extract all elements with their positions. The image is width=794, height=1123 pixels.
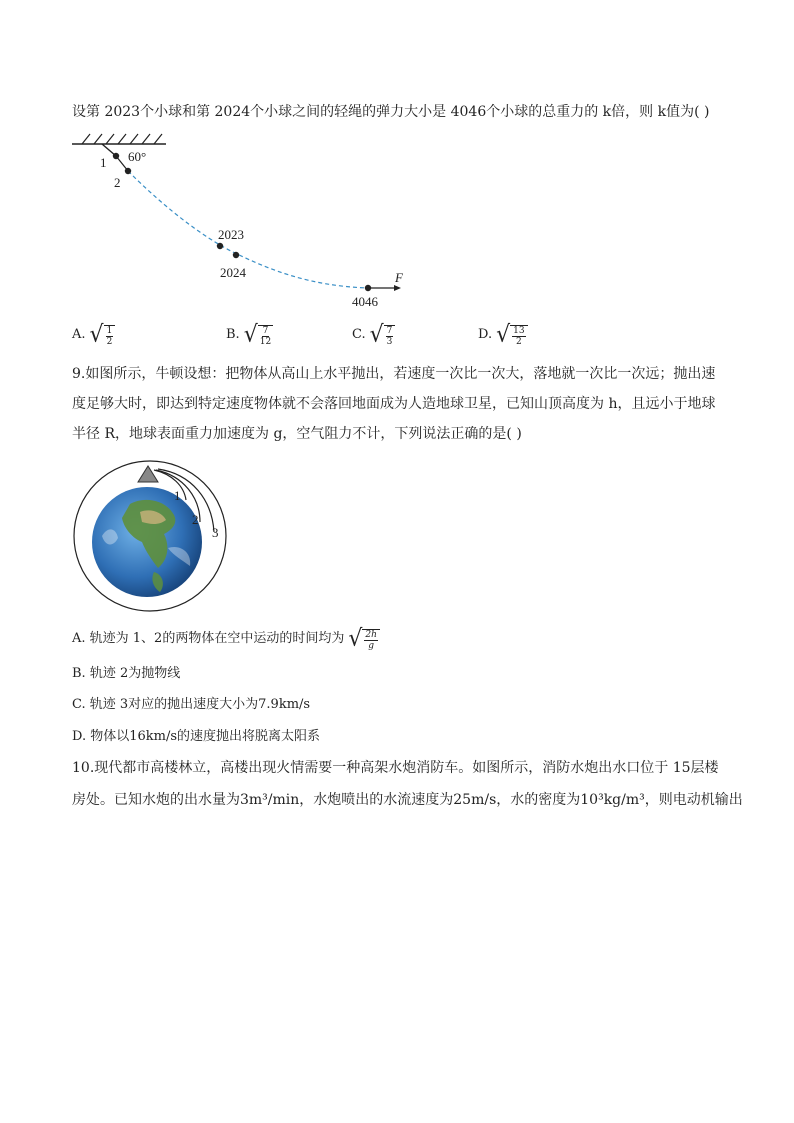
label-1: 1 [100,155,107,170]
q9-option-b[interactable]: B. 轨迹 2为抛物线 [72,666,181,681]
q10-line-2: 房处。已知水炮的出水量为3m³/min，水炮喷出的水流速度为25m/s，水的密度为10³kg/m³，则电动机输出 [72,792,743,808]
ball-2024 [233,252,239,258]
q10-line-1: 10.现代都市高楼林立，高楼出现火情需要一种高架水炮消防车。如图所示，消防水炮出水口位于 15层楼 [72,760,719,776]
q9-option-c[interactable]: C. 轨迹 3对应的抛出速度大小为7.9km/s [72,697,311,712]
ball-2 [125,168,131,174]
q9-option-a[interactable]: A. 轨迹为 1、2的两物体在空中运动的时间均为 √ $\frac{2h}{g}$ [72,626,380,652]
q8-option-a[interactable]: A. √ $\frac{1}{2}$ [72,322,115,348]
ball-2023 [217,243,223,249]
q8-stem: 设第 2023个小球和第 2024个小球之间的轻绳的弹力大小是 4046个小球的总重力的 k倍，则 k值为( ) [72,104,710,120]
q9-line-2: 度足够大时，即达到特定速度物体就不会落回地面成为人造地球卫星，已知山顶高度为 h，且远小于地球 [72,396,716,412]
angle-label: 60° [128,149,147,164]
label-2024: 2024 [220,265,246,280]
q9-option-d[interactable]: D. 物体以16km/s的速度抛出将脱离太阳系 [72,729,321,744]
q8-option-b[interactable]: B. √ $\frac{7}{12}$ [226,321,272,348]
trajectory-label-1: 1 [174,488,181,503]
q8-option-c[interactable]: C. √ $\frac{7}{3}$ [352,322,395,348]
newton-cannon-figure [72,456,242,616]
force-label: F [395,270,403,285]
label-2023: 2023 [218,227,244,242]
chain-figure [70,128,410,313]
q8-option-d[interactable]: D. √ $\frac{13}{2}$ [478,322,528,348]
ball-1 [113,153,119,159]
label-2: 2 [114,175,121,190]
label-4046: 4046 [352,294,378,309]
q9-line-3: 半径 R，地球表面重力加速度为 g，空气阻力不计，下列说法正确的是( ) [72,426,522,442]
q9-line-1: 9.如图所示，牛顿设想：把物体从高山上水平抛出，若速度一次比一次大，落地就一次比一次远；抛出速 [72,366,716,382]
trajectory-label-2: 2 [192,512,199,527]
trajectory-label-3: 3 [212,525,219,540]
